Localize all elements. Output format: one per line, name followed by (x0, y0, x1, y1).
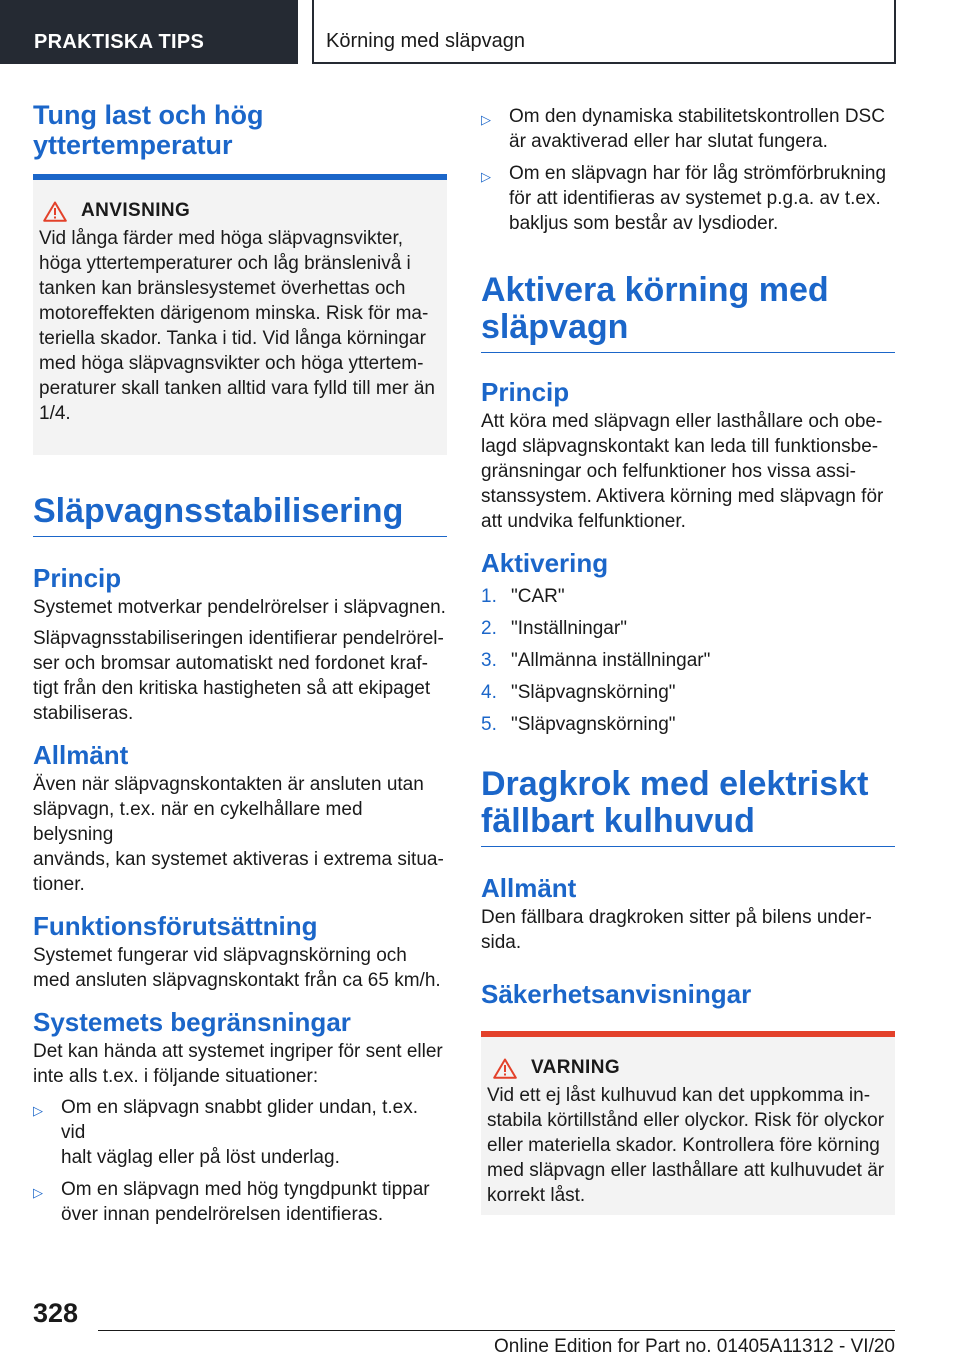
list-item-text (61, 1095, 447, 1170)
page-number: 328 (33, 1298, 79, 1328)
text-line: Om en släpvagn med hög tyngdpunkt tippar (61, 1179, 430, 1200)
text-line: släpvagn, t.ex. när en cykelhållare med belysning (33, 799, 363, 845)
list-item (481, 712, 895, 737)
heavy-load-heading-line: yttertemperatur (33, 130, 233, 160)
step-text: "Släpvagnskörning" (511, 714, 676, 735)
notice-line: peraturer skall tanken alltid vara fylld till mer än (39, 378, 436, 399)
edition-text: Online Edition for Part no. 01405A11312 - VI/20 (493, 1336, 895, 1357)
list-item (33, 1177, 447, 1227)
activation-steps (481, 584, 895, 737)
list-item-text (61, 1177, 430, 1227)
principle-text (33, 595, 447, 620)
text-line: används, kan systemet aktiveras i extrema situa- (33, 849, 444, 870)
text-line: gränsningar och felfunktioner hos vissa assi- (481, 461, 856, 482)
general-text (481, 905, 895, 955)
step-number: 4. (481, 682, 497, 703)
text-line: att undvika felfunktioner. (481, 511, 686, 532)
warning-line: korrekt låst. (487, 1185, 586, 1206)
text-line: Om den dynamiska stabilitetskontrollen DSC (509, 106, 885, 127)
safety-heading: Säkerhetsanvisningar (481, 979, 752, 1009)
heavy-load-heading (33, 100, 447, 160)
text-line: bakljus som består av lysdioder. (509, 213, 779, 234)
principle-heading: Princip (33, 563, 122, 593)
warning-label: VARNING (531, 1057, 621, 1078)
right-column (481, 104, 895, 1215)
stabilization-heading: Släpvagnsstabilisering (33, 492, 404, 530)
step-text: "Släpvagnskörning" (511, 682, 676, 703)
notice-line: tanken kan bränslesystemet överhettas och (39, 278, 406, 299)
text-line: är avaktiverad eller har slutat fungera. (509, 131, 828, 152)
warning-triangle-icon (493, 1058, 517, 1079)
text-line: Att köra med släpvagn eller lasthållare och obe- (481, 411, 883, 432)
warning-line: med släpvagn eller lasthållare att kulhuvudet är (487, 1160, 885, 1181)
list-item (481, 584, 895, 609)
text-line: Om en släpvagn snabbt glider undan, t.ex. vid (61, 1097, 419, 1143)
general-heading: Allmänt (33, 740, 129, 770)
step-text: "Allmänna inställningar" (511, 650, 711, 671)
chapter-tab (312, 0, 896, 64)
notice-line: med höga släpvagnsvikter och höga yttertem- (39, 353, 424, 374)
section-title: PRAKTISKA TIPS (34, 31, 205, 53)
step-number: 2. (481, 618, 497, 639)
warning-line: stabila körtillstånd eller olyckor. Risk för olyckor (487, 1110, 885, 1131)
text-line: Om en släpvagn har för låg strömförbrukning (509, 163, 887, 184)
text-line: Systemet fungerar vid släpvagnskörning och (33, 945, 407, 966)
principle-text (33, 626, 447, 726)
notice-label: ANVISNING (81, 200, 191, 221)
text-line: med ansluten släpvagnskontakt från ca 65 km/h. (33, 970, 441, 991)
text-line: sida. (481, 932, 522, 953)
notice-line: motoreffekten därigenom minska. Risk för ma- (39, 303, 429, 324)
warning-box (481, 1037, 895, 1215)
text-line: tioner. (33, 874, 85, 895)
text-line: Den fällbara dragkroken sitter på bilens under- (481, 907, 872, 928)
list-item (481, 161, 895, 236)
heading-line: släpvagn (481, 308, 629, 346)
activation-heading: Aktivering (481, 548, 609, 578)
text-line: tigt från den kritiska hastigheten så att ekipaget (33, 678, 431, 699)
text-line: Systemet motverkar pendelrörelser i släpvagnen. (33, 597, 446, 618)
text-line: inte alls t.ex. i följande situationer: (33, 1066, 319, 1087)
limitations-heading: Systemets begränsningar (33, 1007, 351, 1037)
list-item (481, 616, 895, 641)
heavy-load-heading-line: Tung last och hög (33, 100, 264, 130)
warning-line: eller materiella skador. Kontrollera före körning (487, 1135, 880, 1156)
list-item (481, 104, 895, 154)
list-item (481, 680, 895, 705)
heading-line: fällbart kulhuvud (481, 802, 755, 840)
notice-line: Vid långa färder med höga släpvagnsvikter, (39, 228, 404, 249)
list-item-text (509, 104, 885, 154)
step-text: "Inställningar" (511, 618, 627, 639)
left-column (33, 100, 447, 1227)
text-line: ser och bromsar automatiskt ned fordonet kraf- (33, 653, 428, 674)
text-line: halt väglag eller på löst underlag. (61, 1147, 340, 1168)
heading-line: Aktivera körning med (481, 271, 829, 309)
step-text: "CAR" (511, 586, 565, 607)
text-line: stanssystem. Aktivera körning med släpvagn för (481, 486, 884, 507)
warning-triangle-icon (43, 201, 67, 222)
principle-text (481, 409, 895, 534)
activate-trailer-heading (481, 272, 895, 346)
tow-hitch-heading (481, 766, 895, 840)
list-item-text (509, 161, 886, 236)
triangle-right-outline-icon: ▷ (481, 169, 491, 184)
warning-line: Vid ett ej låst kulhuvud kan det uppkomma in- (487, 1085, 871, 1106)
triangle-right-outline-icon: ▷ (33, 1185, 43, 1200)
list-item (481, 648, 895, 673)
function-requirement-text (33, 943, 447, 993)
general-heading: Allmänt (481, 873, 577, 903)
text-line: lagd släpvagnskontakt kan leda till funktionsbe- (481, 436, 879, 457)
text-line: stabiliseras. (33, 703, 134, 724)
step-number: 1. (481, 586, 497, 607)
triangle-right-outline-icon: ▷ (481, 112, 491, 127)
section-tab (0, 0, 298, 64)
function-requirement-heading: Funktionsförutsättning (33, 911, 318, 941)
limitations-text (33, 1039, 447, 1089)
text-line: Det kan hända att systemet ingriper för sent eller (33, 1041, 443, 1062)
list-item (33, 1095, 447, 1170)
general-text (33, 772, 447, 897)
principle-heading: Princip (481, 377, 570, 407)
notice-line: 1/4. (39, 403, 71, 424)
text-line: Även när släpvagnskontakten är ansluten utan (33, 774, 424, 795)
footer-rule (98, 1330, 895, 1331)
chapter-title: Körning med släpvagn (326, 30, 526, 52)
notice-line: teriella skador. Tanka i tid. Vid långa körningar (39, 328, 426, 349)
step-number: 3. (481, 650, 497, 671)
triangle-right-outline-icon: ▷ (33, 1103, 43, 1118)
text-line: över innan pendelrörelsen identifieras. (61, 1204, 384, 1225)
text-line: Släpvagnsstabiliseringen identifierar pendelrörel- (33, 628, 444, 649)
text-line: för att identifieras av systemet p.g.a. av t.ex. (509, 188, 881, 209)
notice-box (33, 180, 447, 455)
step-number: 5. (481, 714, 497, 735)
heading-line: Dragkrok med elektriskt (481, 765, 869, 803)
notice-line: höga yttertemperaturer och låg bränslenivå i (39, 253, 411, 274)
